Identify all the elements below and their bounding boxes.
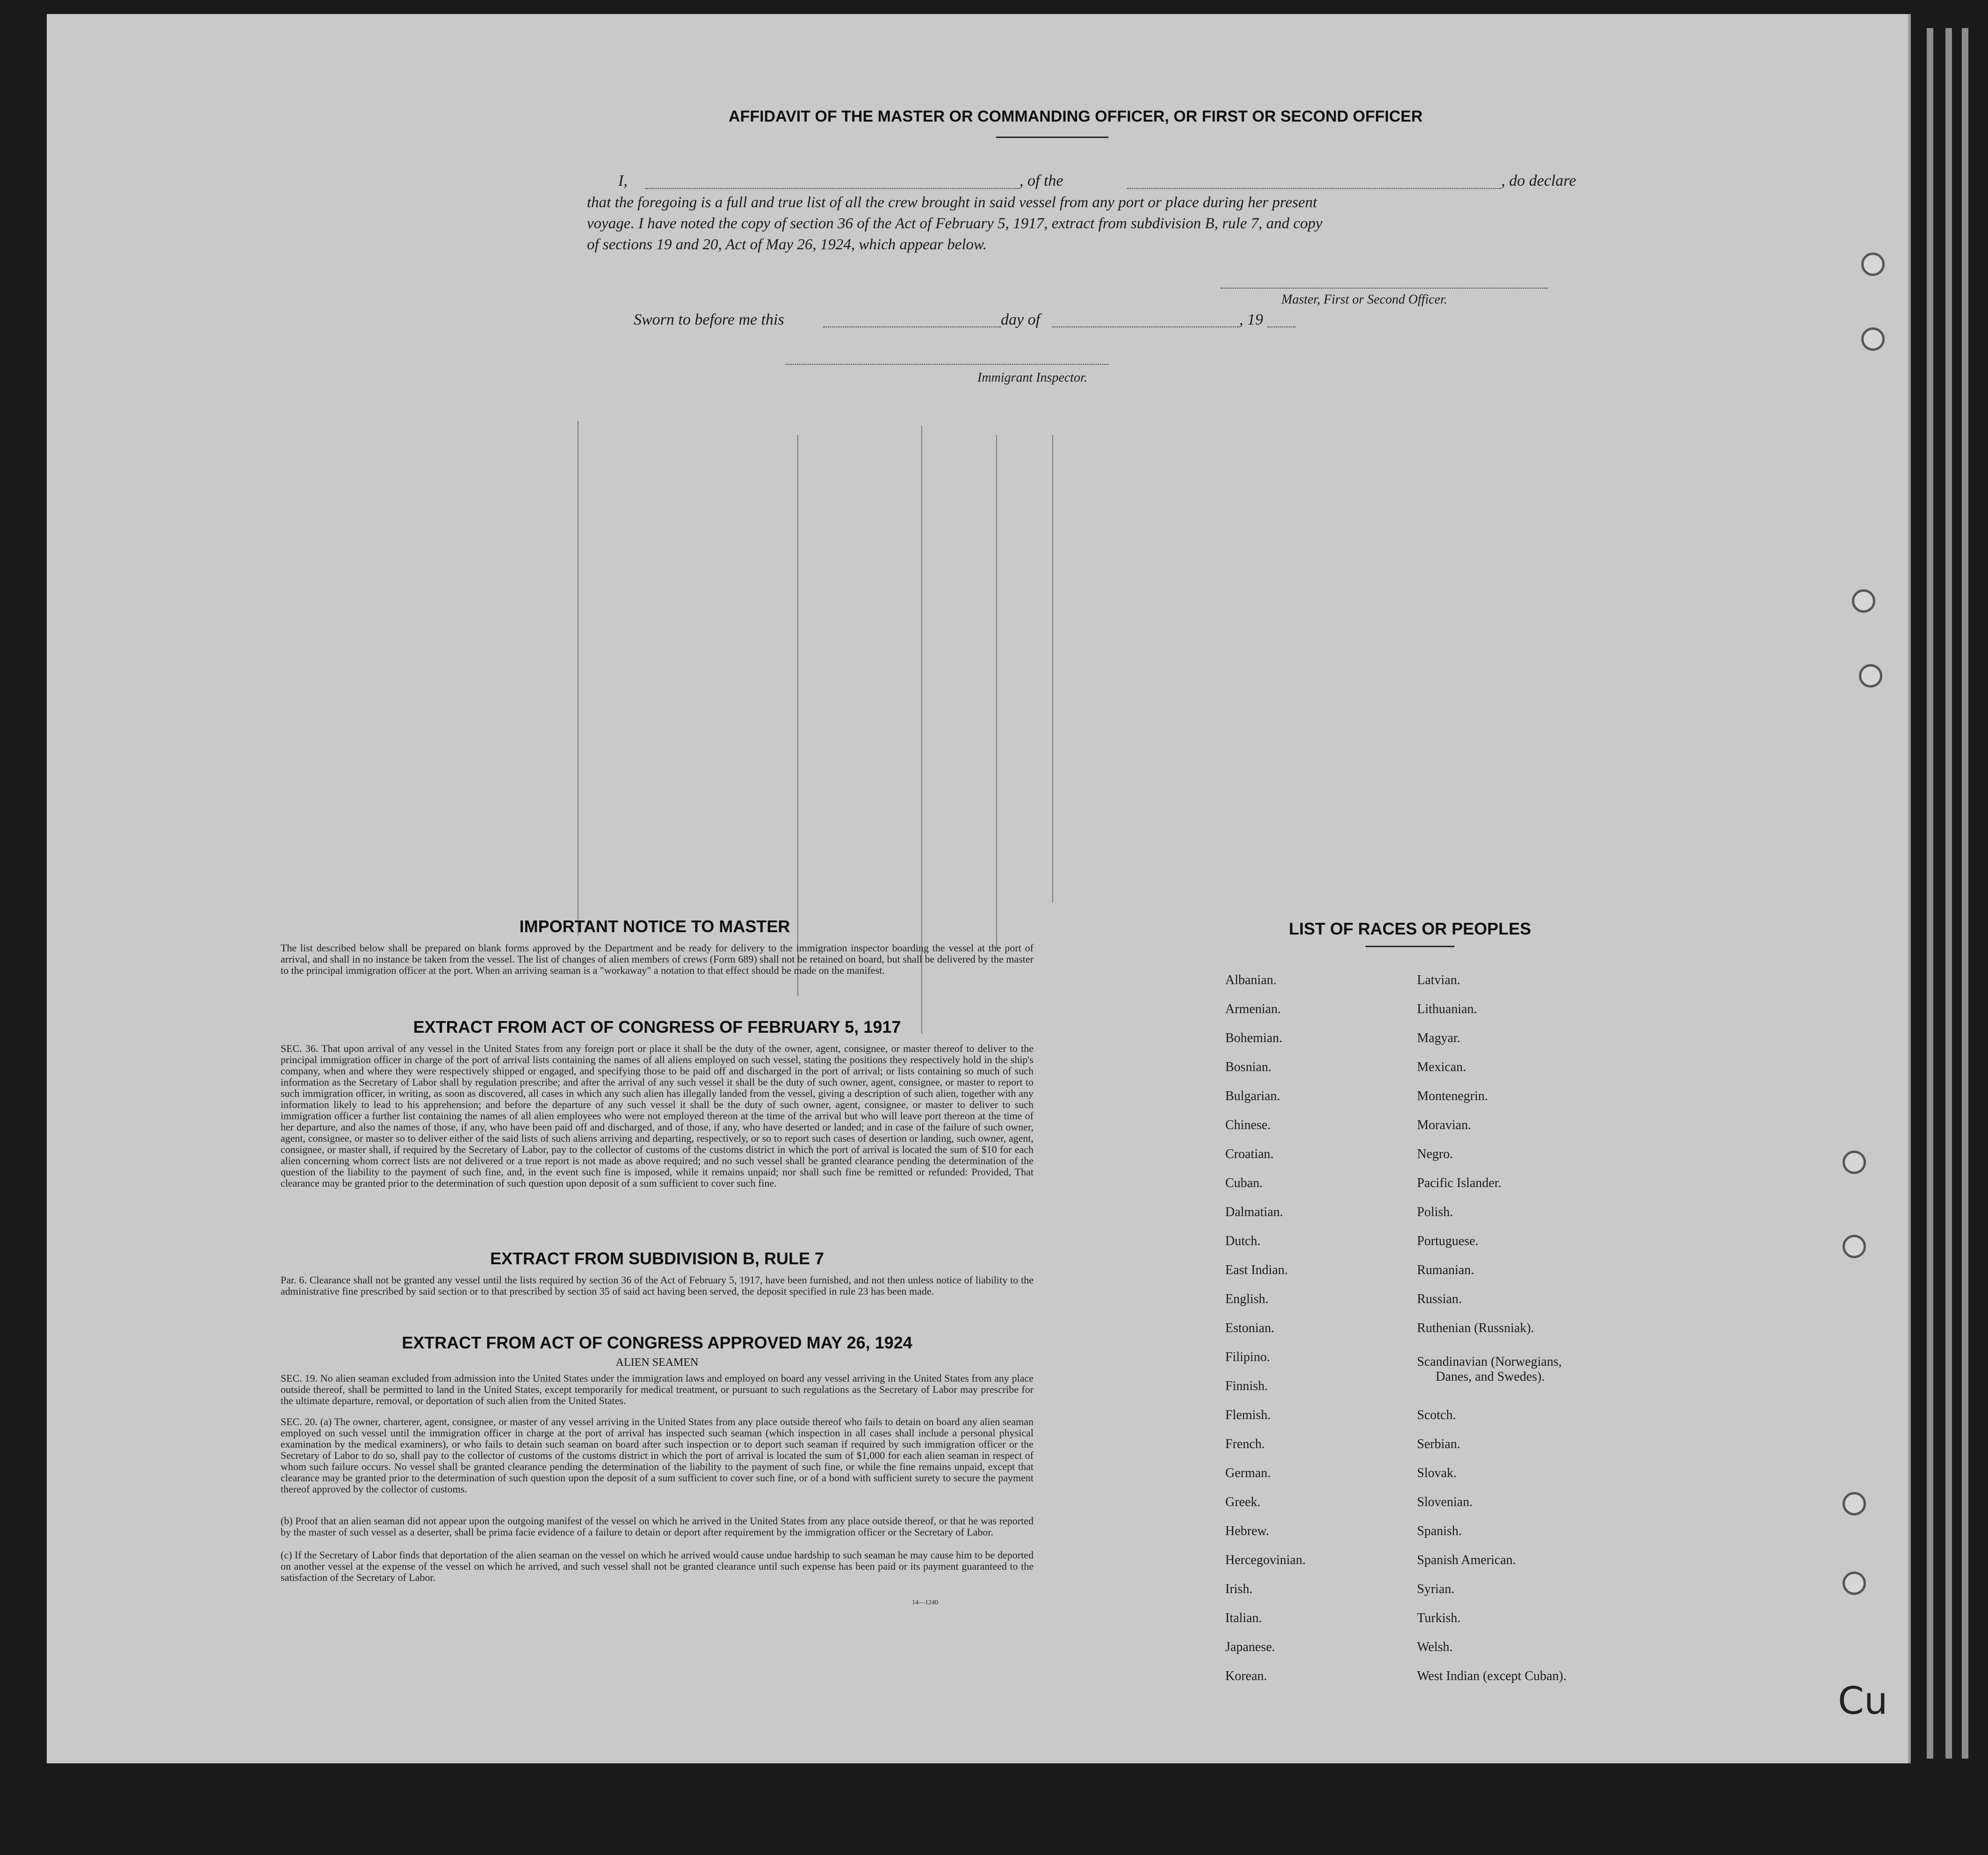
alien-seamen-subtitle: ALIEN SEAMEN	[615, 1356, 699, 1369]
race-item: Lithuanian.	[1417, 1002, 1477, 1016]
binder-hole	[1843, 1492, 1866, 1515]
binder-hole	[1859, 664, 1882, 688]
affidavit-line1-start: I,	[618, 172, 628, 189]
race-item: Slovak.	[1417, 1466, 1457, 1480]
extract-1924-title: EXTRACT FROM ACT OF CONGRESS APPROVED MAY 26, 1924	[402, 1333, 912, 1352]
race-item: Bohemian.	[1225, 1031, 1283, 1045]
signature-label: Master, First or Second Officer.	[1281, 292, 1447, 307]
extract-1924-sec20c: (c) If the Secretary of Labor finds that deportation of the alien seaman on the vessel on which he arrived would cause undue hardship to such seaman he may cause him to be deported on another vessel at the expense of the vessel on which he arrived, and such vessel shall not be granted clearance until such expense has been paid or its payment guaranteed to the satisfaction of the Secretary of Labor.	[281, 1549, 1034, 1583]
document-page	[47, 14, 1911, 1763]
race-item: Pacific Islander.	[1417, 1176, 1502, 1190]
race-item: Armenian.	[1225, 1002, 1281, 1016]
race-item: Rumanian.	[1417, 1263, 1475, 1277]
ghost-column-line	[797, 435, 798, 996]
race-item: Irish.	[1225, 1582, 1253, 1596]
race-item: Dalmatian.	[1225, 1205, 1283, 1219]
page-edge	[1962, 28, 1968, 1759]
race-item: Greek.	[1225, 1495, 1261, 1509]
master-name-field[interactable]	[645, 188, 1019, 189]
race-item: Cuban.	[1225, 1176, 1263, 1190]
extract-1917-text: SEC. 36. That upon arrival of any vessel in the United States from any foreign port or place it shall be the duty of the owner, agent, consignee, or master thereof to deliver to the principal immigration officer in charge of the port of arrival lists containing the names of all aliens employed on such vessel, stating the positions they respectively hold in the ship's company, when and where they were respectively shipped or engaged, and specifying those to be paid off and discharged in the port of arrival; or lists containing so much of such information as the Secretary of Labor shall by regulation prescribe; and after the arrival of any such vessel it shall be the duty of such owner, agent, consignee, or master to report to such immigration officer, in writing, as soon as discovered, all cases in which any such alien has illegally landed from the vessel, giving a description of such alien, together with any information likely to lead to his apprehension; and before the departure of any such vessel it shall be the duty of such owner, agent, consignee, or master to deliver to such immigration officer a further list containing the names of all alien employees who were not employed thereon at the time of the arrival but who will leave port thereon at the time of her departure, and also the names of those, if any, who have been paid off and discharged, and of those, if any, who have deserted or landed; and in case of the failure of such owner, agent, consignee, or master so to deliver either of the said lists of such aliens arriving and departing, respectively, or so to report such cases of desertion or landing, such owner, agent, consignee, or master shall, if required by the Secretary of Labor, pay to the collector of customs of the customs district in which the port of arrival is located the sum of $10 for each alien concerning whom correct lists are not delivered or a true report is not made as above required; and no such vessel shall be granted clearance pending the determination of the question of the liability to the payment of such fine, and, in the event such fine is imposed, while it remains unpaid; nor shall such fine be remitted or refunded: Provided, That clearance may be granted prior to the determination of such question upon deposit of a sum sufficient to cover such fine.	[281, 1043, 1034, 1189]
extract-1917-title: EXTRACT FROM ACT OF CONGRESS OF FEBRUARY 5, 1917	[413, 1017, 901, 1036]
race-item: Chinese.	[1225, 1118, 1271, 1132]
race-item: Montenegrin.	[1417, 1089, 1488, 1103]
subdivision-b-title: EXTRACT FROM SUBDIVISION B, RULE 7	[490, 1249, 824, 1268]
vessel-name-field[interactable]	[1127, 188, 1501, 189]
affidavit-body-line2: that the foregoing is a full and true list of all the crew brought in said vessel from any port or place during her present	[587, 194, 1317, 211]
extract-1924-sec20a: SEC. 20. (a) The owner, charterer, agent, consignee, or master of any vessel arriving in the United States from any place outside thereof who fails to detain on board any alien seaman employed on such vessel until the immigration officer in charge at the port of arrival has inspected such seaman (which inspection in all cases shall include a personal physical examination by the medical examiners), or who fails to detain such seaman on board after such inspection or to deport such seaman if required by such immigration officer or the Secretary of Labor to do so, shall pay to the collector of customs of the customs district in which the port of arrival is located the sum of $1,000 for each alien seaman in respect of whom such failure occurs. No vessel shall be granted clearance pending the determination of the liability to the payment of such fine, or while the fine remains unpaid, except that clearance may be granted prior to the determination of such question upon the deposit of a sum sufficient to cover such fine, or of a bond with sufficient surety to secure the payment thereof approved by the collector of customs.	[281, 1416, 1034, 1495]
notice-text: The list described below shall be prepared on blank forms approved by the Department and be ready for delivery to the immigration inspector boarding the vessel at the port of arrival, and shall in no instance be taken from the vessel. The list of changes of alien members of crews (Form 689) shall not be retained on board, but shall be delivered by the master to the principal immigration officer at the port. When an arriving seaman is a "workaway" a notation to that effect should be made on the manifest.	[281, 942, 1034, 976]
race-item: Negro.	[1417, 1147, 1453, 1161]
race-item: Danes, and Swedes).	[1436, 1370, 1545, 1384]
race-item: West Indian (except Cuban).	[1417, 1669, 1567, 1683]
race-item: English.	[1225, 1292, 1269, 1306]
race-item: Polish.	[1417, 1205, 1453, 1219]
affidavit-line1-end: , do declare	[1501, 172, 1576, 189]
race-item: Moravian.	[1417, 1118, 1471, 1132]
race-item: German.	[1225, 1466, 1271, 1480]
race-item: Spanish American.	[1417, 1553, 1516, 1567]
race-item: Mexican.	[1417, 1060, 1466, 1074]
binder-hole	[1843, 1235, 1866, 1258]
race-item: Bosnian.	[1225, 1060, 1272, 1074]
page-edge	[1945, 28, 1952, 1759]
race-item: Scotch.	[1417, 1408, 1456, 1422]
race-item: Flemish.	[1225, 1408, 1271, 1422]
race-item: Portuguese.	[1417, 1234, 1479, 1248]
race-item: Ruthenian (Russniak).	[1417, 1321, 1534, 1335]
race-item: Estonian.	[1225, 1321, 1274, 1335]
race-item: Bulgarian.	[1225, 1089, 1280, 1103]
race-item: Japanese.	[1225, 1640, 1275, 1654]
race-item: Finnish.	[1225, 1379, 1268, 1393]
race-item: Syrian.	[1417, 1582, 1455, 1596]
subdivision-b-text: Par. 6. Clearance shall not be granted any vessel until the lists required by section 36 of the Act of February 5, 1917, have been furnished, and not then unless notice of liability to the administrative fine prescribed by said section or to that prescribed by section 35 of said act having been served, the deposit specified in rule 23 has been made.	[281, 1274, 1034, 1297]
master-signature-field[interactable]	[1221, 288, 1548, 289]
race-item: French.	[1225, 1437, 1265, 1451]
race-item: Dutch.	[1225, 1234, 1261, 1248]
sworn-day-of: day of	[1001, 311, 1041, 328]
race-item: Slovenian.	[1417, 1495, 1473, 1509]
race-item: Welsh.	[1417, 1640, 1453, 1654]
extract-1924-sec20b: (b) Proof that an alien seaman did not appear upon the outgoing manifest of the vessel on which he arrived in the United States from any place outside thereof, or that he was reported by the master of such vessel as a deserter, shall be prima facie evidence of a failure to detain or deport after requirement by the immigration officer or the Secretary of Labor.	[281, 1515, 1034, 1538]
sworn-year-field[interactable]	[1267, 326, 1295, 327]
race-item: Hebrew.	[1225, 1524, 1269, 1538]
races-title-underline	[1366, 946, 1454, 947]
binder-hole	[1852, 589, 1875, 613]
sworn-text: Sworn to before me this	[634, 311, 784, 328]
race-item: Spanish.	[1417, 1524, 1462, 1538]
race-item: Russian.	[1417, 1292, 1462, 1306]
binder-hole	[1861, 253, 1885, 276]
binder-hole	[1843, 1151, 1866, 1174]
race-item: Latvian.	[1417, 973, 1460, 987]
handwritten-margin-mark: Cu	[1838, 1679, 1888, 1723]
ghost-column-line	[996, 435, 997, 949]
race-item: Italian.	[1225, 1611, 1262, 1625]
affidavit-title-underline	[996, 137, 1108, 138]
inspector-signature-field[interactable]	[786, 364, 1108, 365]
affidavit-line1-mid: , of the	[1019, 172, 1063, 189]
race-item: Scandinavian (Norwegians,	[1417, 1355, 1562, 1369]
affidavit-body-line4: of sections 19 and 20, Act of May 26, 1924, which appear below.	[587, 236, 987, 253]
affidavit-title: AFFIDAVIT OF THE MASTER OR COMMANDING OFFICER, OR FIRST OR SECOND OFFICER	[729, 108, 1423, 125]
notice-title: IMPORTANT NOTICE TO MASTER	[519, 917, 790, 936]
race-item: Croatian.	[1225, 1147, 1274, 1161]
form-number: 14—1240	[912, 1599, 938, 1606]
race-item: Korean.	[1225, 1669, 1267, 1683]
extract-1924-sec19: SEC. 19. No alien seaman excluded from admission into the United States under the immigration laws and employed on board any vessel arriving in the United States from any place outside thereof, shall be permitted to land in the United States, except temporarily for medical treatment, or pursuant to such regulations as the Secretary of Labor may prescribe for the ultimate departure, removal, or deportation of such alien from the United States.	[281, 1372, 1034, 1406]
page-edge	[1927, 28, 1933, 1759]
race-item: Turkish.	[1417, 1611, 1461, 1625]
race-item: Hercegovinian.	[1225, 1553, 1306, 1567]
sworn-date-field[interactable]	[823, 326, 1001, 327]
race-item: Serbian.	[1417, 1437, 1460, 1451]
race-item: Filipino.	[1225, 1350, 1270, 1364]
races-title: LIST OF RACES OR PEOPLES	[1288, 919, 1532, 938]
affidavit-body-line3: voyage. I have noted the copy of section 36 of the Act of February 5, 1917, extract from subdivision B, rule 7, and copy	[587, 215, 1323, 232]
race-item: Albanian.	[1225, 973, 1277, 987]
sworn-month-field[interactable]	[1052, 326, 1239, 327]
inspector-label: Immigrant Inspector.	[977, 370, 1087, 385]
binder-hole	[1861, 327, 1885, 351]
race-item: Magyar.	[1417, 1031, 1460, 1045]
sworn-year: , 19	[1239, 311, 1263, 328]
ghost-column-line	[1052, 435, 1053, 903]
race-item: East Indian.	[1225, 1263, 1288, 1277]
binder-hole	[1843, 1572, 1866, 1595]
